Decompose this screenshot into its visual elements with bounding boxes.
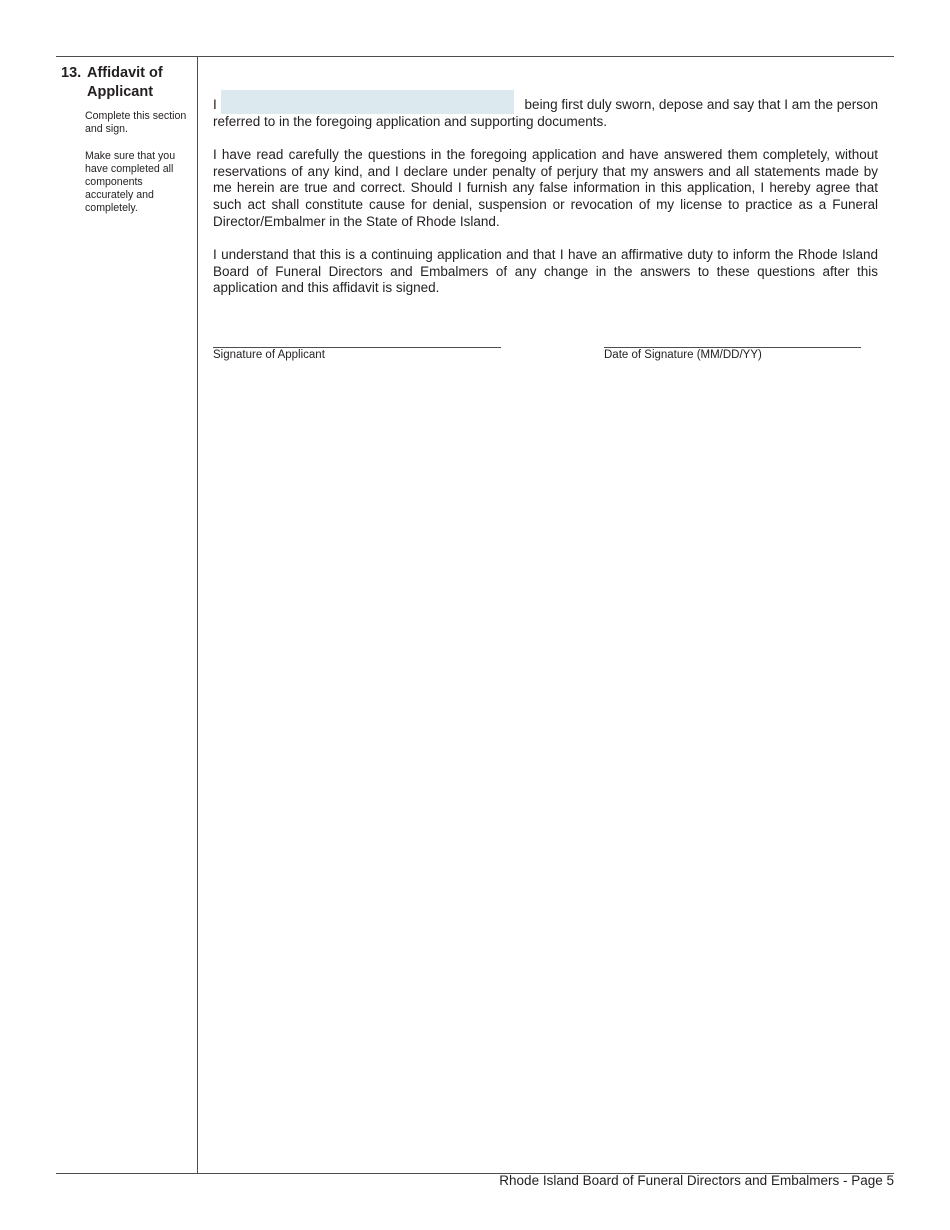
section-title: Affidavit of Applicant: [87, 65, 163, 100]
signature-block: [213, 347, 878, 367]
affidavit-paragraph-2: I have read carefully the questions in the foregoing application and have answered them completely, without reservations of any kind, and I declare under penalty of perjury that my answers and all statements made by me herein are true and correct. Should I furnish any false information in this application, I hereby agree that such act shall constitute cause for denial, suspension or revocation of my license to practice as a Funeral Director/Embalmer in the State of Rhode Island.: [213, 146, 878, 229]
section-number: 13.: [61, 65, 82, 81]
instruction-check-components: Make sure that you have completed all components accurately and completely.: [85, 150, 176, 214]
affidavit-prefix: I: [213, 97, 217, 113]
affidavit-line-1: being first duly sworn, depose and say that I am the person: [524, 97, 878, 113]
instruction-complete-and-sign: Complete this section and sign.: [85, 110, 187, 135]
affidavit-line-2: referred to in the foregoing application and supporting documents.: [213, 114, 608, 129]
signature-label: Signature of Applicant: [213, 349, 325, 361]
applicant-name-field[interactable]: [221, 90, 514, 114]
section-heading: [61, 64, 193, 101]
affidavit-paragraph-1: [213, 90, 878, 131]
top-divider: [56, 56, 894, 57]
page-footer: Rhode Island Board of Funeral Directors and Embalmers - Page 5: [499, 1173, 894, 1188]
date-label: Date of Signature (MM/DD/YY): [604, 349, 762, 361]
sidebar-divider: [197, 57, 198, 1174]
affidavit-body: [213, 90, 878, 297]
affidavit-paragraph-3: I understand that this is a continuing application and that I have an affirmative duty to inform the Rhode Island Board of Funeral Directors and Embalmers of any change in the answers to these questions after this application and this affidavit is signed.: [213, 246, 878, 296]
section-sidebar: [61, 64, 193, 215]
